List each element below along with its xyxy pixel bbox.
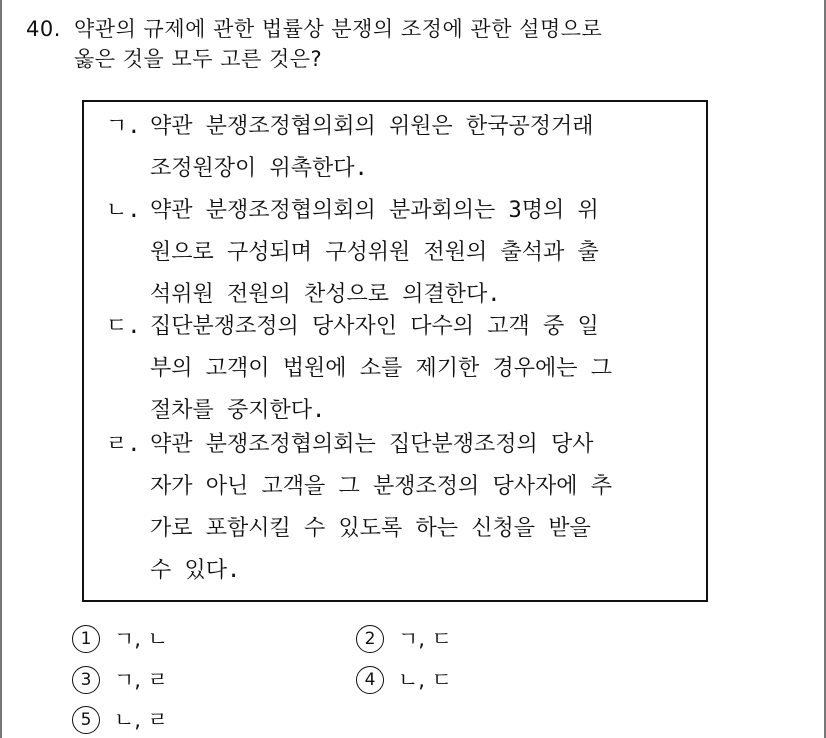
statement-marker: ㄱ. — [106, 114, 141, 139]
statement-line: 집단분쟁조정의 당사자인 다수의 고객 중 일 — [150, 314, 599, 339]
option-text: ㄱ, ㄹ — [114, 668, 168, 692]
option-text: ㄱ, ㄴ — [114, 627, 168, 651]
statement-marker: ㄷ. — [106, 314, 141, 339]
statement-nieun — [106, 190, 686, 316]
statement-line: 약관 분쟁조정협의회의 분과회의는 3명의 위 — [150, 198, 599, 223]
statement-line: 약관 분쟁조정협의회의 위원은 한국공정거래 — [150, 114, 594, 139]
statement-line: 석위원 전원의 찬성으로 의결한다. — [150, 282, 501, 307]
statement-line: 가로 포함시킬 수 있도록 하는 신청을 받을 — [150, 516, 591, 541]
statement-marker: ㄹ. — [106, 432, 141, 457]
statement-line: 절차를 중지한다. — [150, 398, 326, 423]
answer-option-1[interactable] — [72, 623, 168, 654]
option-number-circle: 3 — [72, 666, 100, 694]
statement-line: 조정원장이 위촉한다. — [150, 156, 368, 181]
option-number-circle: 1 — [72, 625, 100, 653]
answer-option-2[interactable] — [356, 623, 452, 654]
statement-line: 약관 분쟁조정협의회는 집단분쟁조정의 당사 — [150, 432, 594, 457]
option-text: ㄴ, ㄹ — [114, 708, 168, 732]
statement-line: 원으로 구성되며 구성위원 전원의 출석과 출 — [150, 240, 599, 265]
option-number-circle: 4 — [356, 666, 384, 694]
option-number-circle: 2 — [356, 625, 384, 653]
option-text: ㄴ, ㄷ — [398, 668, 452, 692]
statement-digeut — [106, 306, 686, 432]
question-stem — [26, 14, 806, 74]
statement-marker: ㄴ. — [106, 198, 141, 223]
question-number: 40. — [26, 17, 61, 41]
option-text: ㄱ, ㄷ — [398, 627, 452, 651]
question-text-line1: 약관의 규제에 관한 법률상 분쟁의 조정에 관한 설명으로 — [74, 17, 603, 41]
statement-rieul — [106, 424, 686, 592]
statement-line: 수 있다. — [150, 558, 241, 583]
option-number-circle: 5 — [72, 706, 100, 734]
statement-line: 자가 아닌 고객을 그 분쟁조정의 당사자에 추 — [150, 474, 613, 499]
answer-option-4[interactable] — [356, 664, 452, 695]
answer-option-5[interactable] — [72, 704, 168, 735]
answer-option-3[interactable] — [72, 664, 168, 695]
statement-line: 부의 고객이 법원에 소를 제기한 경우에는 그 — [150, 356, 613, 381]
statement-giyeok — [106, 106, 686, 190]
question-text-line2: 옳은 것을 모두 고른 것은? — [74, 47, 323, 71]
